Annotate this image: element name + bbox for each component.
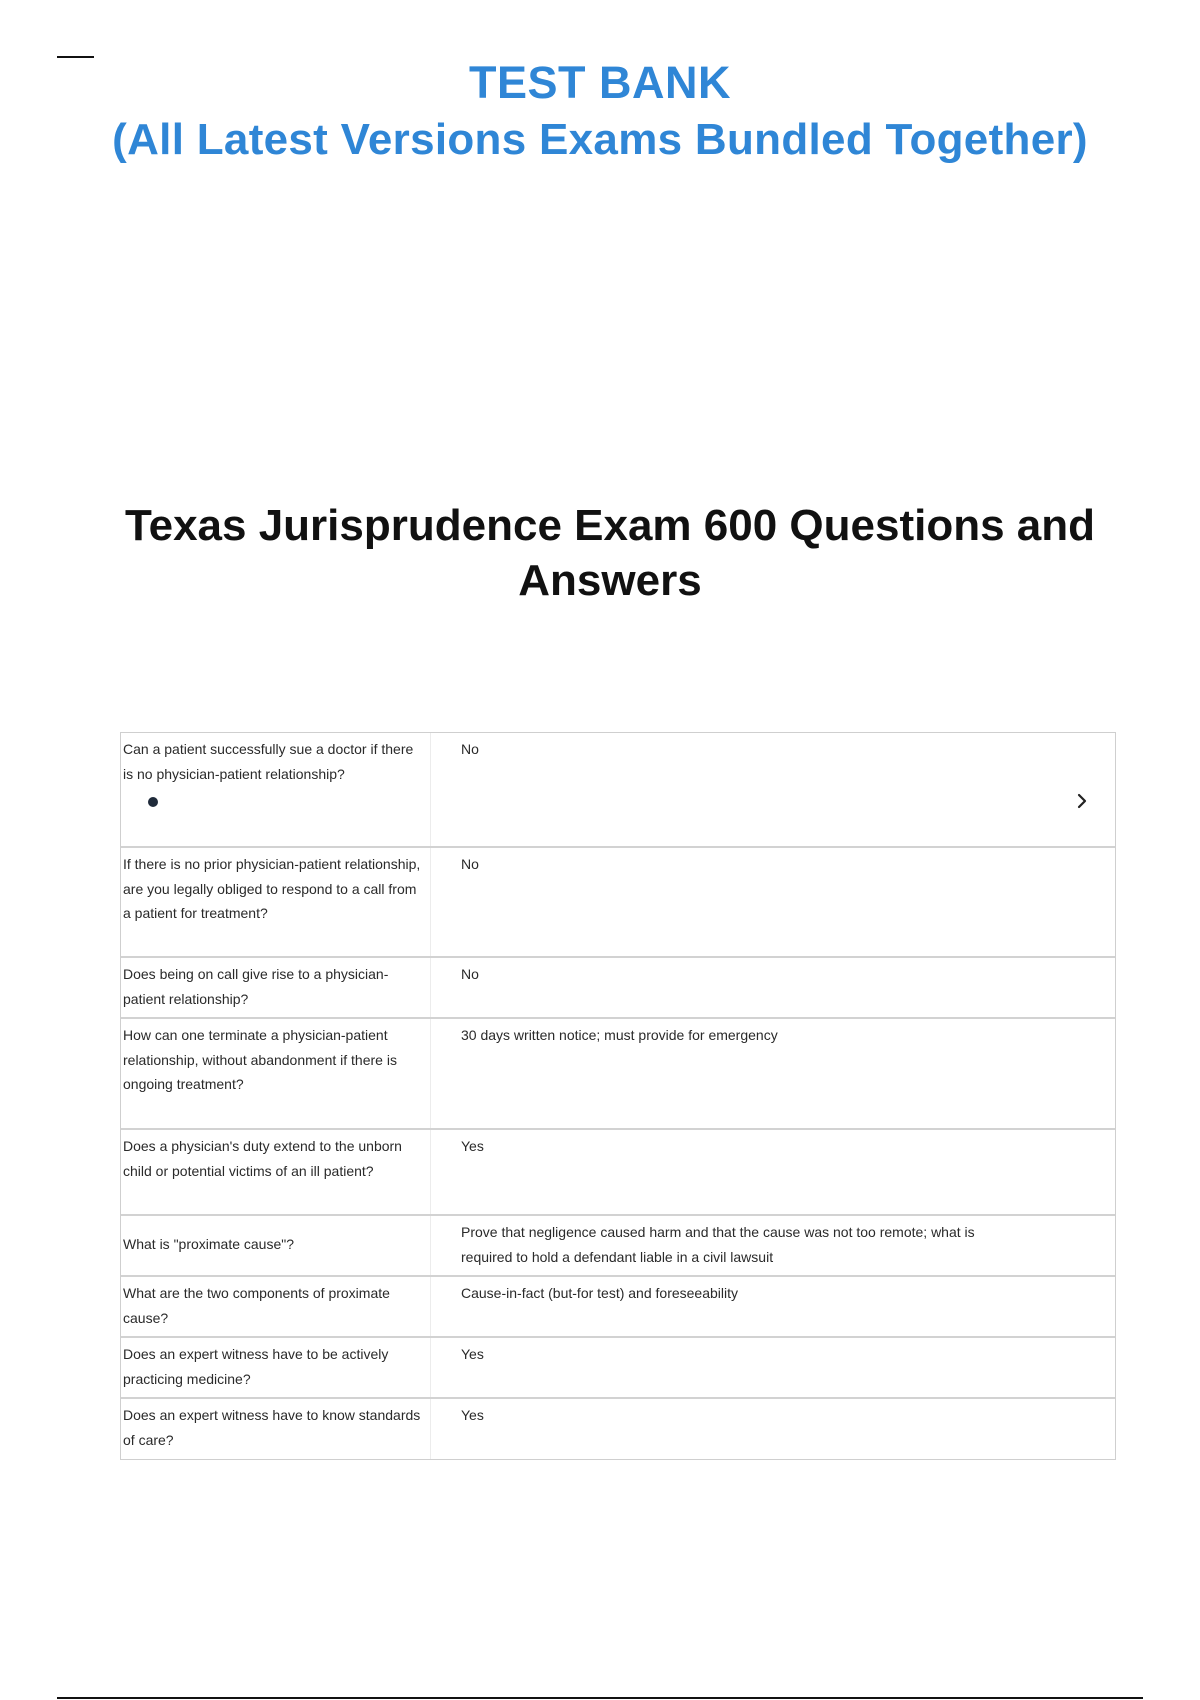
- test-bank-banner: [0, 54, 1200, 168]
- chevron-right-icon[interactable]: [1077, 793, 1087, 809]
- question-cell: How can one terminate a physician-patient relationship, without abandonment if there is ongoing treatment?: [121, 1019, 431, 1128]
- banner-line-1: TEST BANK: [469, 57, 731, 108]
- answer-cell: Yes: [461, 1138, 484, 1154]
- question-cell: Does an expert witness have to be actively practicing medicine?: [121, 1338, 431, 1397]
- answer-cell: Prove that negligence caused harm and that the cause was not too remote; what is required to hold a defendant liable in a civil lawsuit: [461, 1224, 975, 1265]
- table-row: [121, 958, 1115, 1019]
- table-row: [121, 733, 1115, 848]
- table-row: [121, 1277, 1115, 1338]
- answer-cell: Cause-in-fact (but-for test) and foreseeability: [461, 1285, 739, 1301]
- dot-icon: [148, 797, 158, 807]
- question-cell: What are the two components of proximate cause?: [121, 1277, 431, 1336]
- answer-cell: No: [461, 966, 479, 982]
- question-cell: Can a patient successfully sue a doctor if there is no physician-patient relationship?: [121, 733, 431, 846]
- question-cell: Does a physician's duty extend to the unborn child or potential victims of an ill patient?: [121, 1130, 431, 1214]
- answer-cell: No: [461, 856, 479, 872]
- footer-rule: [57, 1697, 1143, 1699]
- answer-cell: Yes: [461, 1346, 484, 1362]
- answer-cell: 30 days written notice; must provide for emergency: [461, 1027, 778, 1043]
- table-row: [121, 1338, 1115, 1399]
- banner-line-2: (All Latest Versions Exams Bundled Together): [112, 115, 1088, 164]
- answer-cell: Yes: [461, 1407, 484, 1423]
- question-cell: What is "proximate cause"?: [121, 1216, 431, 1275]
- document-title: Texas Jurisprudence Exam 600 Questions and Answers: [124, 501, 1096, 605]
- answer-cell: No: [461, 741, 479, 757]
- table-row: [121, 1019, 1115, 1130]
- table-row: [121, 1216, 1115, 1277]
- question-cell: If there is no prior physician-patient relationship, are you legally obliged to respond to a call from a patient for treatment?: [121, 848, 431, 956]
- table-row: [121, 1130, 1115, 1216]
- qa-table: [120, 732, 1116, 1460]
- question-cell: Does being on call give rise to a physician-patient relationship?: [121, 958, 431, 1017]
- table-row: [121, 1399, 1115, 1459]
- table-row: [121, 848, 1115, 958]
- question-cell: Does an expert witness have to know standards of care?: [121, 1399, 431, 1459]
